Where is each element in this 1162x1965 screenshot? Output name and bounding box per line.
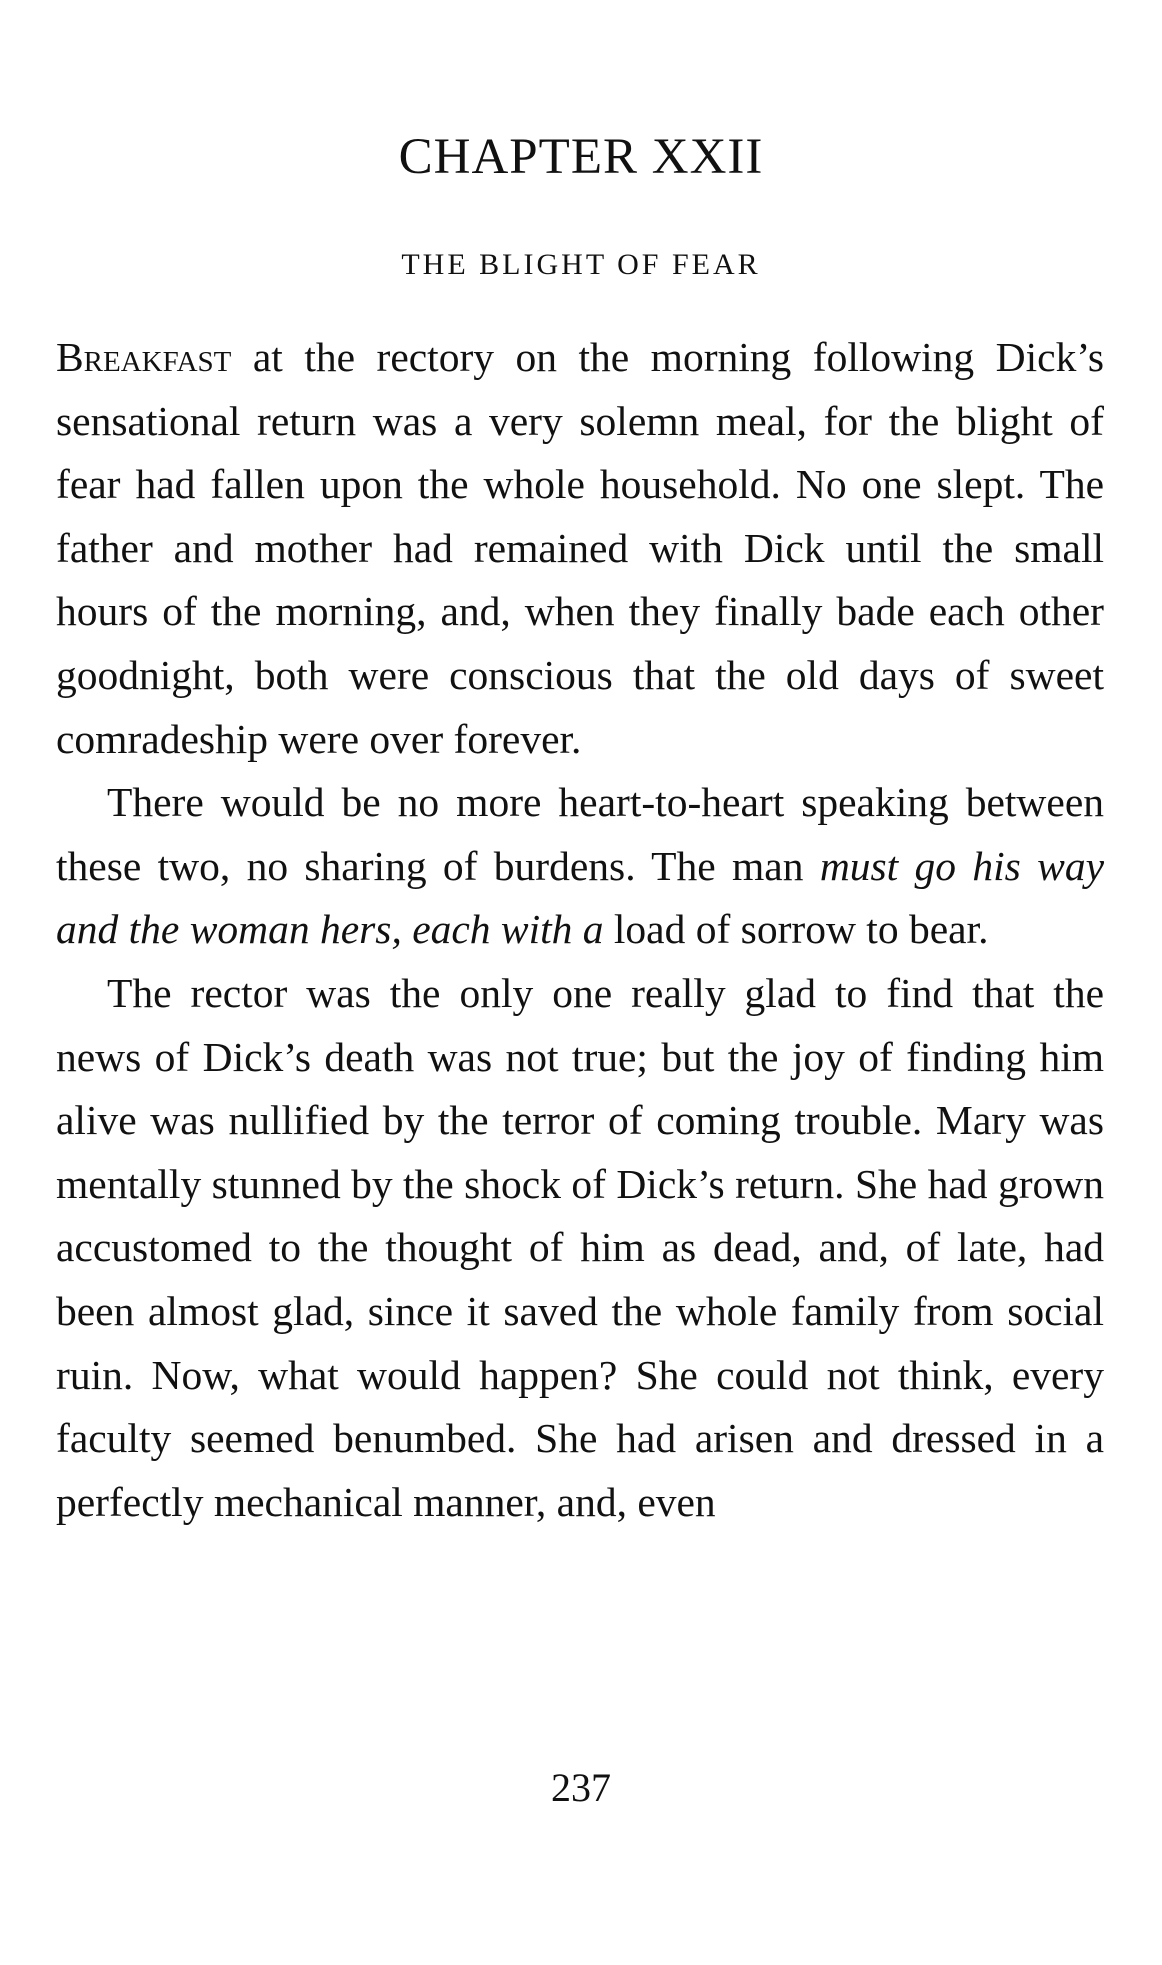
page-number: 237 (551, 1765, 611, 1810)
paragraph-1-text: at the rectory on the morning following Dick’s sensational return was a very solemn meal, for the blight of fear had fallen upon the whole household. No one slept. The father and mother had remained with Dick until the small hours of the morning, and, when they finally bade each other goodnight, both were conscious that the old days of sweet comradeship were over forever. (56, 334, 1104, 762)
paragraph-2-text-end: load of sorrow to bear. (603, 906, 989, 953)
paragraph-2-italic-text: must go his way and the woman hers, each with a (56, 842, 1104, 953)
paragraph-3 (56, 962, 1104, 1534)
paragraph-3-text: The rector was the only one really glad to find that the news of Dick’s death was not true; but the joy of finding him alive was nullified by the terror of coming trouble. Mary was mentally stunned by the shock of Dick’s return. She had grown accustomed to the thought of him as dead, and, of late, had been almost glad, since it saved the whole family from social ruin. Now, what would happen? She could not think, every faculty seemed benumbed. She had arisen and dressed in a perfectly mechanical manner, and, even (56, 969, 1104, 1525)
paragraph-1 (56, 326, 1104, 771)
lead-word: Breakfast (56, 334, 232, 380)
body-text (56, 326, 1104, 1534)
chapter-title: CHAPTER XXII (398, 129, 764, 185)
paragraph-2 (56, 771, 1104, 962)
paragraph-2-text-start: There would be no more heart-to-heart speaking between these two, no sharing of burdens. The man (56, 779, 1104, 889)
chapter-subtitle: THE BLIGHT OF FEAR (401, 248, 761, 281)
